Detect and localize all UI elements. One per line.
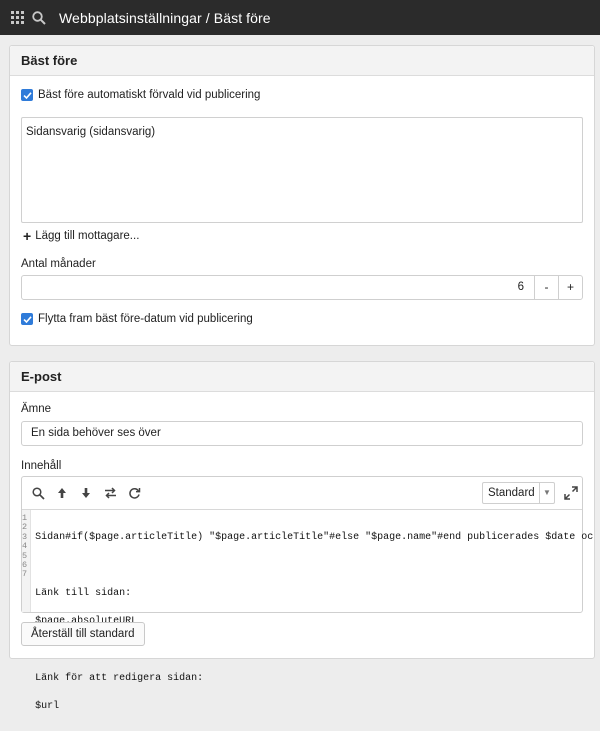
refresh-icon[interactable]	[122, 481, 146, 505]
chevron-down-icon: ▼	[539, 483, 554, 503]
months-label: Antal månader	[21, 258, 96, 270]
months-input[interactable]: 6	[517, 281, 524, 293]
recipient-item[interactable]: Sidansvarig (sidansvarig)	[26, 126, 156, 138]
auto-select-checkbox[interactable]	[21, 89, 33, 101]
decrement-button[interactable]: -	[534, 276, 558, 299]
line-number: 6	[22, 560, 28, 571]
arrow-up-icon[interactable]	[50, 481, 74, 505]
line-numbers	[22, 510, 31, 612]
search-icon[interactable]	[26, 481, 50, 505]
content-label: Innehåll	[21, 460, 62, 472]
line-number: 2	[22, 522, 28, 533]
code-line: Sidan#if($page.articleTitle) "$page.articleTitle"#else "$page.name"#end publicerades $date oc	[35, 531, 594, 543]
code-line	[35, 561, 593, 570]
postpone-row[interactable]	[21, 313, 253, 325]
line-number: 5	[22, 550, 28, 561]
editor-mode-value: Standard	[488, 487, 535, 499]
code-line: Länk för att redigera sidan:	[35, 672, 204, 684]
months-stepper[interactable]	[21, 275, 583, 300]
increment-button[interactable]: +	[558, 276, 582, 299]
email-panel	[9, 361, 595, 713]
recipients-box[interactable]	[21, 117, 583, 223]
expand-icon[interactable]	[564, 486, 578, 500]
postpone-label: Flytta fram bäst före-datum vid publicering	[38, 313, 253, 325]
line-number: 3	[22, 531, 28, 542]
email-heading: E-post	[10, 362, 594, 392]
postpone-checkbox[interactable]	[21, 313, 33, 325]
plus-icon: +	[23, 228, 32, 244]
grid-icon[interactable]	[9, 10, 25, 26]
auto-select-label: Bäst före automatiskt förvald vid publicering	[38, 89, 261, 101]
subject-label: Ämne	[21, 403, 52, 415]
code-line: $url	[35, 701, 60, 713]
auto-select-row[interactable]	[21, 89, 260, 101]
add-recipient-link[interactable]	[23, 229, 139, 243]
best-before-panel	[9, 45, 595, 346]
line-number: 7	[22, 569, 28, 580]
reset-to-default-button[interactable]: Återställ till standard	[21, 622, 145, 646]
editor-toolbar	[22, 477, 582, 510]
add-recipient-label: Lägg till mottagare...	[35, 230, 140, 242]
code-line	[35, 646, 593, 655]
replace-icon[interactable]	[98, 481, 122, 505]
editor-mode-select[interactable]	[482, 482, 555, 504]
page-title: Webbplatsinställningar / Bäst före	[59, 9, 271, 26]
line-number: 1	[22, 513, 28, 523]
top-bar	[0, 0, 600, 35]
code-line: Länk till sidan:	[35, 588, 132, 600]
arrow-down-icon[interactable]	[74, 481, 98, 505]
best-before-heading: Bäst före	[10, 46, 594, 76]
subject-input[interactable]: En sida behöver ses över	[21, 421, 583, 446]
line-number: 4	[22, 541, 28, 552]
search-icon[interactable]	[31, 10, 47, 26]
